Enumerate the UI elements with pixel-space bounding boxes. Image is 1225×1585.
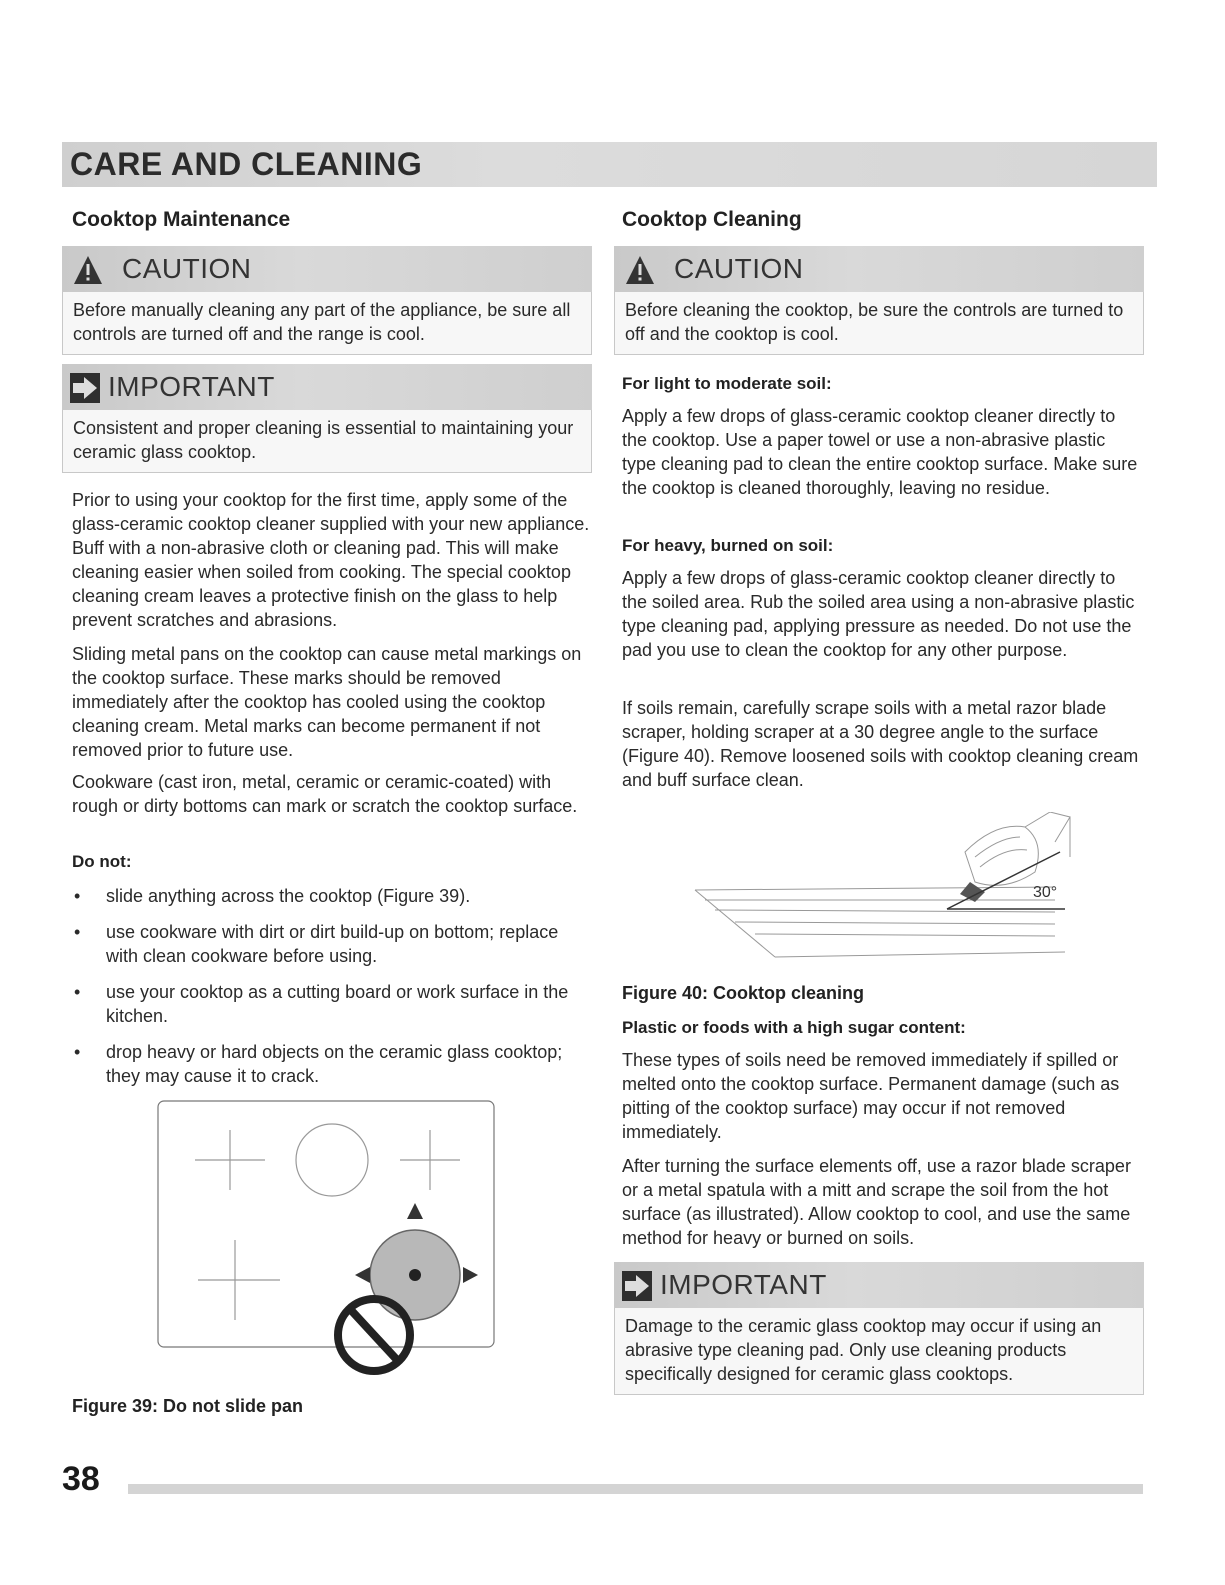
important-label: IMPORTANT — [660, 1269, 827, 1300]
cooktop-slide-illustration — [150, 1095, 500, 1385]
paragraph-cookware: Cookware (cast iron, metal, ceramic or ceramic-coated) with rough or dirty bottoms can mark or scratch the cooktop surface. — [72, 772, 578, 816]
soils-remain-text: If soils remain, carefully scrape soils with a metal razor blade scraper, holding scraper at a 30 degree angle to the surface (Figure 40). Remove loosened soils with cooktop cleaning cream and buff surface clean. — [622, 698, 1139, 790]
arrow-right-icon — [70, 373, 100, 403]
arrow-right-icon — [622, 1271, 652, 1301]
heavy-soil-text: Apply a few drops of glass-ceramic cooktop cleaner directly to the soiled area. Rub the soiled area using a non-abrasive plastic type cleaning pad, applying pressure as needed. Do not use the pad you use to clean the cooktop for any other purpose. — [622, 568, 1135, 660]
sugar-text-2: After turning the surface elements off, use a razor blade scraper or a metal spatula with a mitt and scrape the soil from the hot surface (as illustrated). Allow cooktop to cool, and use the same method for heavy or burned on soils. — [622, 1156, 1131, 1248]
caution-label: CAUTION — [674, 253, 804, 284]
heavy-soil-heading: For heavy, burned on soil: — [622, 536, 834, 555]
left-important-box — [62, 364, 592, 473]
warning-icon — [624, 253, 668, 287]
do-not-list — [72, 884, 592, 1100]
scraper-illustration — [675, 812, 1095, 972]
figure-39-caption: Figure 39: Do not slide pan — [72, 1396, 304, 1416]
sugar-text-1: These types of soils need be removed immediately if spilled or melted onto the cooktop surface. Permanent damage (such as pitting of the cooktop surface) may occur if not removed immediately. — [622, 1050, 1120, 1142]
left-heading: Cooktop Maintenance — [72, 208, 291, 231]
caution-text: Before cleaning the cooktop, be sure the controls are turned to off and the cooktop is cool. — [614, 292, 1144, 355]
footer-rule — [128, 1484, 1143, 1494]
list-item: • drop heavy or hard objects on the ceramic glass cooktop; they may cause it to crack. — [74, 1042, 563, 1086]
caution-text: Before manually cleaning any part of the appliance, be sure all controls are turned off and the range is cool. — [62, 292, 592, 355]
warning-icon — [72, 253, 116, 287]
important-label: IMPORTANT — [108, 371, 275, 402]
paragraph-first-use: Prior to using your cooktop for the first time, apply some of the glass-ceramic cooktop cleaner supplied with your new appliance. Buff with a non-abrasive cloth or cleaning pad. This will make cleaning easier when soiled from cooking. The special cooktop cleaning cream leaves a protective finish on the glass to help prevent scratches and abrasions. — [72, 490, 590, 630]
list-item: • use your cooktop as a cutting board or work surface in the kitchen. — [74, 982, 569, 1026]
paragraph-metal-pans: Sliding metal pans on the cooktop can cause metal markings on the cooktop surface. These marks should be removed immediately after the cooktop has cooled using the cooktop cleaning cream. Metal marks can become permanent if not removed prior to future use. — [72, 644, 582, 760]
list-item: • slide anything across the cooktop (Figure 39). — [74, 886, 471, 906]
section-banner — [62, 142, 1157, 187]
right-caution-box — [614, 246, 1144, 355]
do-not-heading: Do not: — [72, 852, 132, 871]
right-heading: Cooktop Cleaning — [622, 208, 802, 231]
caution-label: CAUTION — [122, 253, 252, 284]
important-text: Consistent and proper cleaning is essential to maintaining your ceramic glass cooktop. — [62, 410, 592, 473]
light-soil-text: Apply a few drops of glass-ceramic cooktop cleaner directly to the cooktop. Use a paper towel or use a non-abrasive plastic type cleaning pad to clean the entire cooktop surface. Make sure the cooktop is cleaned thoroughly, leaving no residue. — [622, 406, 1138, 498]
right-important-box — [614, 1262, 1144, 1395]
section-title: CARE AND CLEANING — [70, 146, 423, 182]
sugar-heading: Plastic or foods with a high sugar content: — [622, 1018, 966, 1037]
list-item: • use cookware with dirt or dirt build-up on bottom; replace with clean cookware before using. — [74, 922, 559, 966]
page-number: 38 — [62, 1460, 100, 1498]
light-soil-heading: For light to moderate soil: — [622, 374, 832, 393]
important-text: Damage to the ceramic glass cooktop may occur if using an abrasive type cleaning pad. Only use cleaning products specifically designed for ceramic glass cooktops. — [614, 1308, 1144, 1395]
angle-label: 30° — [1033, 884, 1058, 901]
figure-40-caption: Figure 40: Cooktop cleaning — [622, 983, 865, 1003]
left-caution-box — [62, 246, 592, 355]
